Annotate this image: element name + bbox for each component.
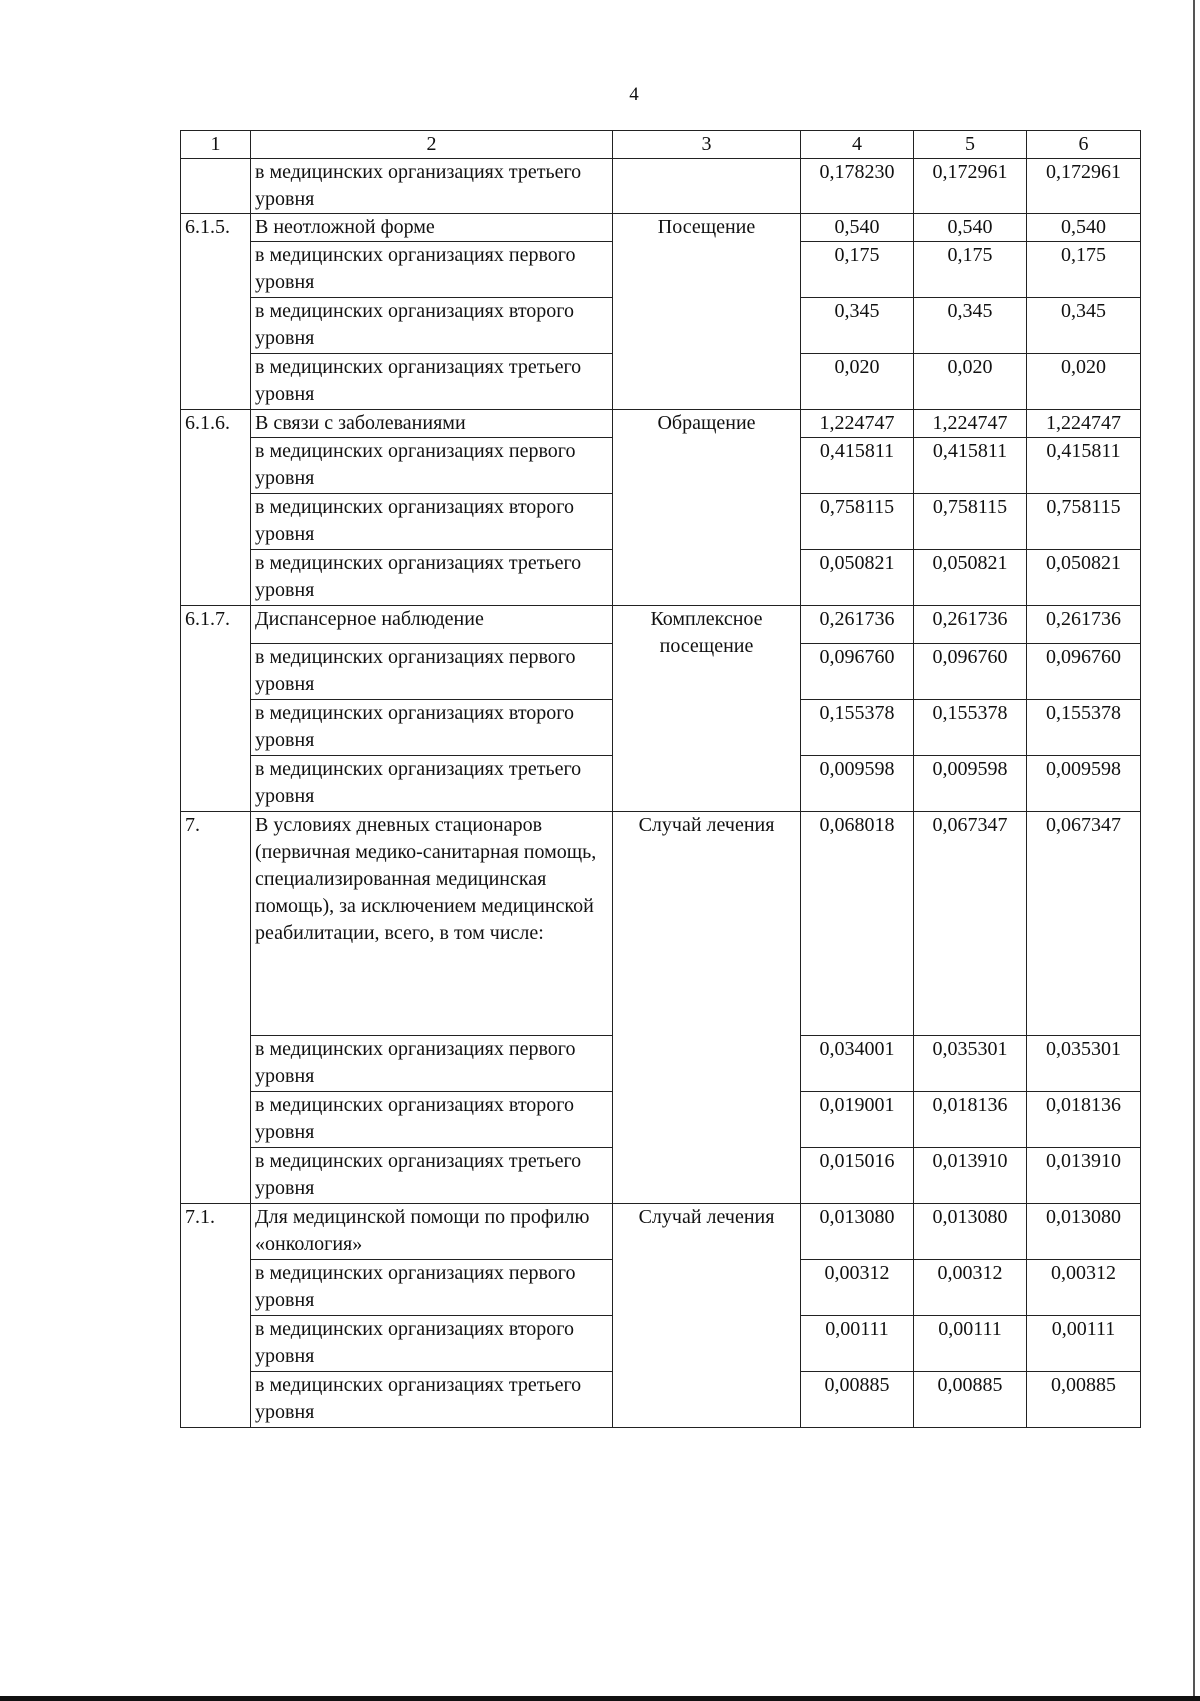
- value-col-6: 0,035301: [1027, 1036, 1141, 1092]
- row-unit: Случай лечения: [613, 1204, 801, 1428]
- row-unit: Случай лечения: [613, 812, 801, 1204]
- table-row: [181, 159, 1141, 214]
- value-col-6: 0,155378: [1027, 700, 1141, 756]
- row-description: В неотложной форме: [251, 214, 613, 242]
- header-cell-5: 5: [914, 131, 1027, 159]
- value-col-5: 0,050821: [914, 550, 1027, 606]
- value-col-5: 0,013910: [914, 1148, 1027, 1204]
- value-col-6: 0,758115: [1027, 494, 1141, 550]
- value-col-6: 0,540: [1027, 214, 1141, 242]
- value-col-5: 0,155378: [914, 700, 1027, 756]
- row-description: в медицинских организациях третьего уровня: [251, 1372, 613, 1428]
- scan-edge-line: [1193, 0, 1195, 1701]
- row-number: 6.1.6.: [181, 410, 251, 606]
- header-cell-4: 4: [801, 131, 914, 159]
- value-col-5: 0,020: [914, 354, 1027, 410]
- value-col-4: 0,00312: [801, 1260, 914, 1316]
- value-col-6: 0,345: [1027, 298, 1141, 354]
- row-number: 7.: [181, 812, 251, 1204]
- value-col-5: 0,009598: [914, 756, 1027, 812]
- value-col-4: 0,261736: [801, 606, 914, 644]
- value-col-5: 0,415811: [914, 438, 1027, 494]
- header-cell-3: 3: [613, 131, 801, 159]
- value-col-5: 0,758115: [914, 494, 1027, 550]
- value-col-4: 0,758115: [801, 494, 914, 550]
- row-description: в медицинских организациях второго уровня: [251, 1316, 613, 1372]
- row-number: 6.1.5.: [181, 214, 251, 410]
- table-row: [181, 410, 1141, 438]
- value-col-4: 0,00885: [801, 1372, 914, 1428]
- row-description: в медицинских организациях второго уровня: [251, 700, 613, 756]
- page-number: 4: [629, 84, 639, 105]
- value-col-5: 0,00885: [914, 1372, 1027, 1428]
- row-description: в медицинских организациях второго уровня: [251, 298, 613, 354]
- scan-bottom-line: [0, 1696, 1200, 1701]
- value-col-4: 0,415811: [801, 438, 914, 494]
- row-description: в медицинских организациях второго уровня: [251, 1092, 613, 1148]
- table-row: [181, 1204, 1141, 1260]
- row-description: в медицинских организациях второго уровня: [251, 494, 613, 550]
- row-unit: Обращение: [613, 410, 801, 606]
- row-description: в медицинских организациях первого уровня: [251, 644, 613, 700]
- row-description: в медицинских организациях третьего уровня: [251, 550, 613, 606]
- row-description: в медицинских организациях первого уровня: [251, 1036, 613, 1092]
- value-col-6: 0,013080: [1027, 1204, 1141, 1260]
- value-col-4: 0,178230: [801, 159, 914, 214]
- value-col-5: 0,018136: [914, 1092, 1027, 1148]
- value-col-6: 0,009598: [1027, 756, 1141, 812]
- header-cell-2: 2: [251, 131, 613, 159]
- row-description: в медицинских организациях третьего уровня: [251, 159, 613, 214]
- row-description: в медицинских организациях первого уровня: [251, 438, 613, 494]
- indicators-table: [180, 130, 1141, 1428]
- row-description: Диспансерное наблюдение: [251, 606, 613, 644]
- value-col-6: 0,261736: [1027, 606, 1141, 644]
- table-row: [181, 812, 1141, 1036]
- value-col-6: 1,224747: [1027, 410, 1141, 438]
- row-number: 6.1.7.: [181, 606, 251, 812]
- header-cell-6: 6: [1027, 131, 1141, 159]
- row-number: [181, 159, 251, 214]
- value-col-4: 0,020: [801, 354, 914, 410]
- row-unit: Комплексное посещение: [613, 606, 801, 812]
- value-col-5: 0,00111: [914, 1316, 1027, 1372]
- value-col-4: 0,345: [801, 298, 914, 354]
- value-col-6: 0,020: [1027, 354, 1141, 410]
- row-description: В условиях дневных стационаров (первичная медико-санитарная помощь, специализированная медицинская помощь), за исключением медицинской реабилитации, всего, в том числе:: [251, 812, 613, 1036]
- table-row: [181, 606, 1141, 644]
- value-col-4: 0,155378: [801, 700, 914, 756]
- row-unit: Посещение: [613, 214, 801, 410]
- row-description: в медицинских организациях третьего уровня: [251, 756, 613, 812]
- value-col-4: 0,068018: [801, 812, 914, 1036]
- value-col-5: 0,261736: [914, 606, 1027, 644]
- row-number: 7.1.: [181, 1204, 251, 1428]
- value-col-5: 0,540: [914, 214, 1027, 242]
- header-row: [181, 131, 1141, 159]
- value-col-5: 0,067347: [914, 812, 1027, 1036]
- value-col-5: 1,224747: [914, 410, 1027, 438]
- value-col-6: 0,172961: [1027, 159, 1141, 214]
- value-col-6: 0,013910: [1027, 1148, 1141, 1204]
- table-row: [181, 214, 1141, 242]
- value-col-5: 0,345: [914, 298, 1027, 354]
- value-col-6: 0,050821: [1027, 550, 1141, 606]
- value-col-6: 0,096760: [1027, 644, 1141, 700]
- row-description: в медицинских организациях третьего уровня: [251, 354, 613, 410]
- value-col-5: 0,175: [914, 242, 1027, 298]
- header-cell-1: 1: [181, 131, 251, 159]
- row-description: Для медицинской помощи по профилю «онкология»: [251, 1204, 613, 1260]
- row-unit: [613, 159, 801, 214]
- value-col-5: 0,035301: [914, 1036, 1027, 1092]
- value-col-4: 0,540: [801, 214, 914, 242]
- row-description: В связи с заболеваниями: [251, 410, 613, 438]
- value-col-6: 0,175: [1027, 242, 1141, 298]
- value-col-5: 0,00312: [914, 1260, 1027, 1316]
- value-col-5: 0,013080: [914, 1204, 1027, 1260]
- value-col-6: 0,018136: [1027, 1092, 1141, 1148]
- value-col-4: 0,034001: [801, 1036, 914, 1092]
- value-col-4: 0,00111: [801, 1316, 914, 1372]
- value-col-6: 0,00885: [1027, 1372, 1141, 1428]
- row-description: в медицинских организациях первого уровня: [251, 1260, 613, 1316]
- value-col-4: 1,224747: [801, 410, 914, 438]
- value-col-6: 0,067347: [1027, 812, 1141, 1036]
- row-description: в медицинских организациях третьего уровня: [251, 1148, 613, 1204]
- value-col-4: 0,096760: [801, 644, 914, 700]
- value-col-4: 0,009598: [801, 756, 914, 812]
- value-col-5: 0,172961: [914, 159, 1027, 214]
- value-col-4: 0,019001: [801, 1092, 914, 1148]
- value-col-6: 0,00111: [1027, 1316, 1141, 1372]
- row-description: в медицинских организациях первого уровня: [251, 242, 613, 298]
- value-col-5: 0,096760: [914, 644, 1027, 700]
- value-col-4: 0,175: [801, 242, 914, 298]
- value-col-4: 0,013080: [801, 1204, 914, 1260]
- value-col-6: 0,415811: [1027, 438, 1141, 494]
- value-col-6: 0,00312: [1027, 1260, 1141, 1316]
- value-col-4: 0,015016: [801, 1148, 914, 1204]
- value-col-4: 0,050821: [801, 550, 914, 606]
